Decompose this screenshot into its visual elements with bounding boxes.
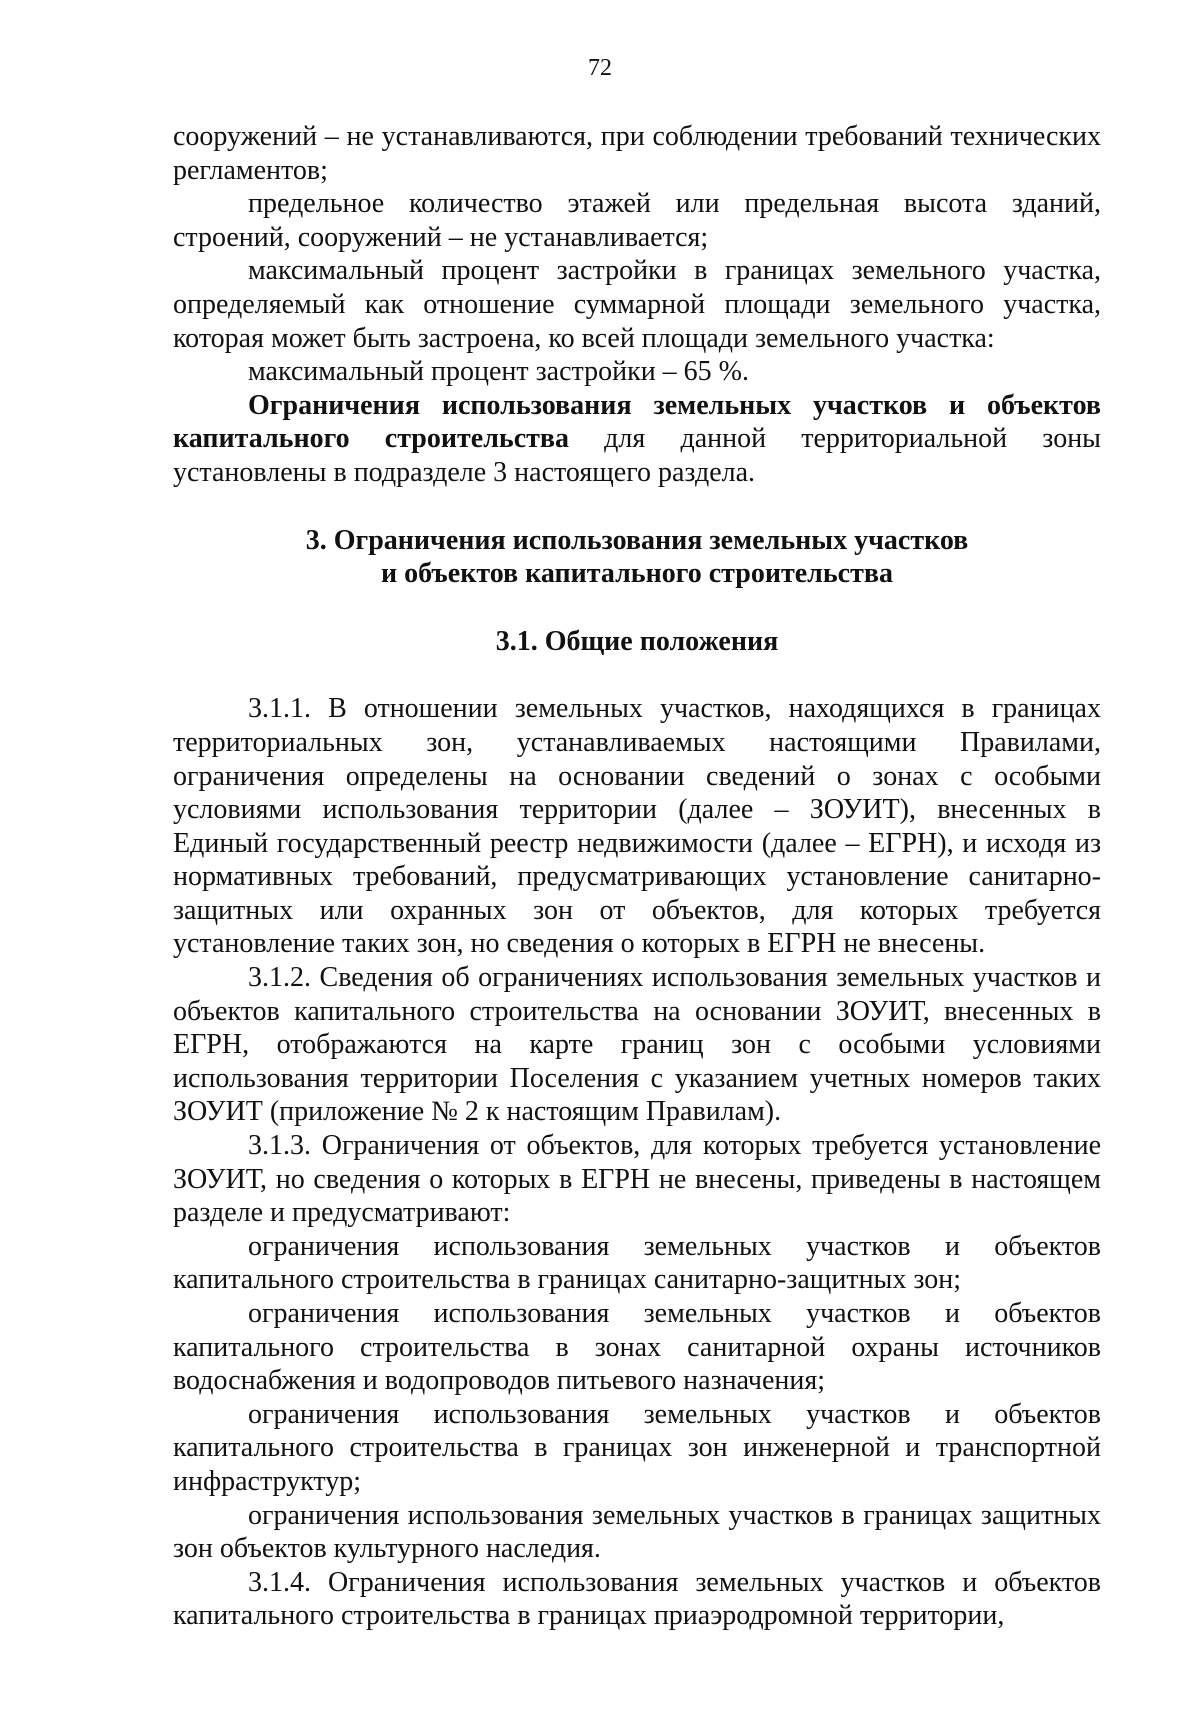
section-heading xyxy=(173,524,1101,591)
document-body xyxy=(173,120,1101,1633)
paragraph-4: максимальный процент застройки – 65 %. xyxy=(248,356,750,388)
section-heading-line-2: и объектов капитального строительства xyxy=(381,558,893,590)
list-item-cultural-heritage: ограничения использования земельных участков в границах защитных зон объектов культурного наследия. xyxy=(173,1499,1101,1565)
clause-3-1-2: 3.1.2. Сведения об ограничениях использования земельных участков и объектов капитального строительства на основании ЗОУИТ, внесенных в ЕГРН, отображаются на карте границ зон с особыми условиями использования территории Поселения с указанием учетных номеров таких ЗОУИТ (приложение № 2 к настоящим Правилам). xyxy=(173,962,1101,1128)
list-item-infrastructure: ограничения использования земельных участков и объектов капитального строительства в границах зон инженерной и транспортной инфраструктур; xyxy=(173,1398,1101,1497)
paragraph-3: максимальный процент застройки в границах земельного участка, определяемый как отношение суммарной площади земельного участка, которая может быть застроена, ко всей площади земельного участка: xyxy=(173,255,1101,354)
section-heading-line-1: 3. Ограничения использования земельных участков xyxy=(305,524,969,556)
clause-3-1-1: 3.1.1. В отношении земельных участков, находящихся в границах территориальных зон, устанавливаемых настоящими Правилами, ограничения определены на основании сведений о зонах с особыми условиями использования территории (далее – ЗОУИТ), внесенных в Единый государственный реестр недвижимости (далее – ЕГРН), и исходя из нормативных требований, предусматривающих установление санитарно-защитных или охранных зон от объектов, для которых требуется установление таких зон, но сведения о которых в ЕГРН не внесены. xyxy=(173,693,1101,960)
paragraph-5 xyxy=(173,389,1101,490)
paragraph-5-text: для данной территориальной зоны установлены в подразделе 3 настоящего раздела. xyxy=(173,423,1101,488)
clause-3-1-3: 3.1.3. Ограничения от объектов, для которых требуется установление ЗОУИТ, но сведения о которых в ЕГРН не внесены, приведены в настоящем разделе и предусматривают: xyxy=(173,1130,1101,1229)
paragraph-2: предельное количество этажей или предельная высота зданий, строений, сооружений – не устанавливается; xyxy=(173,188,1101,253)
paragraph-5-bold: Ограничения использования земельных участков и объектов капитального строительства xyxy=(173,389,1101,455)
clause-3-1-4: 3.1.4. Ограничения использования земельных участков и объектов капитального строительства в границах приаэродромной территории, xyxy=(173,1566,1101,1632)
page-number: 72 xyxy=(588,55,612,81)
list-item-water-protection: ограничения использования земельных участков и объектов капитального строительства в зонах санитарной охраны источников водоснабжения и водопроводов питьевого назначения; xyxy=(173,1298,1101,1397)
subsection-heading: 3.1. Общие положения xyxy=(495,625,779,657)
paragraph-1: сооружений – не устанавливаются, при соблюдении требований технических регламентов; xyxy=(173,121,1101,186)
list-item-sanitary-zones: ограничения использования земельных участков и объектов капитального строительства в границах санитарно-защитных зон; xyxy=(173,1230,1101,1296)
subsection-body xyxy=(173,692,1101,1633)
